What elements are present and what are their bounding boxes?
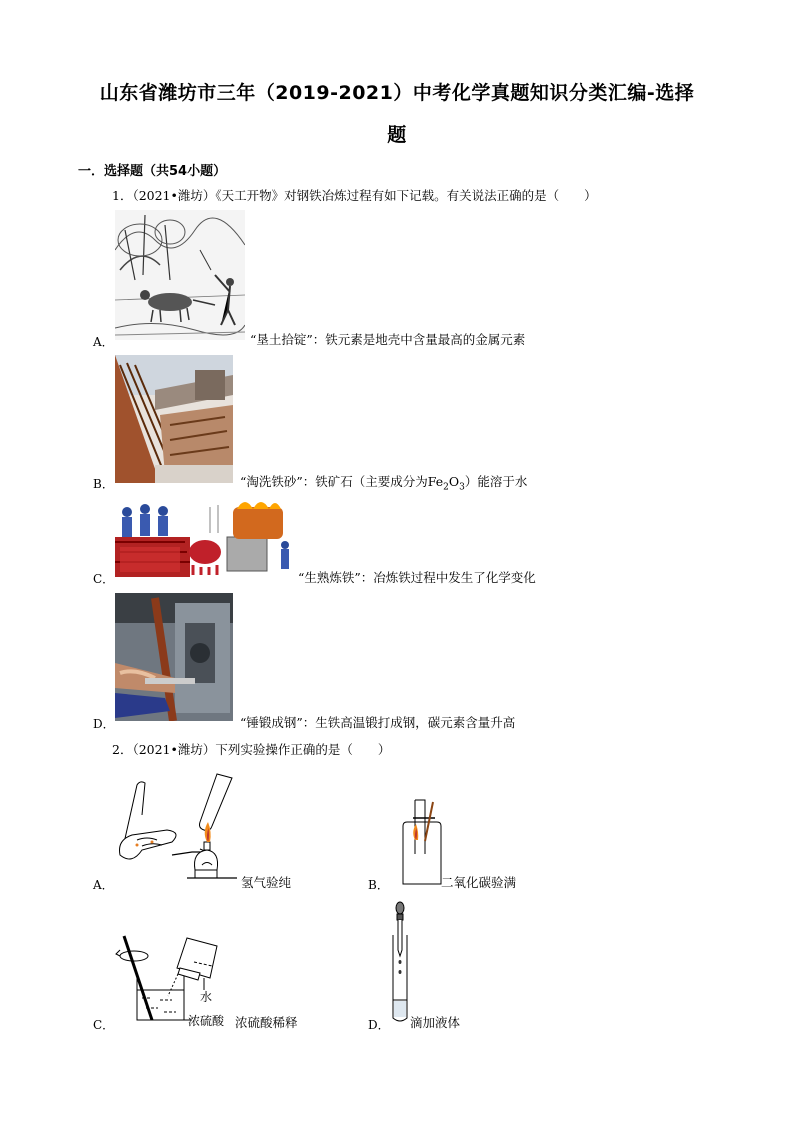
- page-title-line2: 题: [387, 124, 407, 146]
- q1-option-a-image: [115, 210, 245, 340]
- q1-option-a-text: “垦土拾锭”：铁元素是地壳中含量最高的金属元素: [250, 332, 526, 347]
- q1-option-a-label: A．: [93, 335, 114, 349]
- q2-option-c-label: C．: [93, 1018, 115, 1032]
- q1-option-d-image: [115, 593, 233, 721]
- q2-option-c-acid-label: 浓硫酸: [188, 1014, 225, 1028]
- q2-option-a-text: 氢气验纯: [241, 875, 292, 890]
- q2-option-d-text: 滴加液体: [410, 1015, 461, 1030]
- question-1-stem: 1．（2021•潍坊）《天工开物》对钢铁冶炼过程有如下记载。有关说法正确的是（ ）: [112, 188, 597, 203]
- q1-option-b-text: “淘洗铁砂”：铁矿石（主要成分为$Fe_2O_3$）能溶于水: [240, 474, 528, 493]
- section-heading: 一．选择题（共54小题）: [78, 164, 227, 179]
- q2-option-a-label: A．: [93, 878, 114, 892]
- q1-option-c-label: C．: [93, 572, 115, 586]
- q2-option-c-water-label: 水: [200, 990, 213, 1004]
- q1-option-b-label: B．: [93, 477, 114, 491]
- q2-option-d-label: D．: [368, 1018, 390, 1032]
- q1-option-c-image: [115, 497, 293, 577]
- q2-option-c-text: 浓硫酸稀释: [235, 1015, 298, 1030]
- q2-option-b-image: [395, 796, 445, 886]
- q1-option-d-label: D．: [93, 717, 115, 731]
- q1-option-c-text: “生熟炼铁”：冶炼铁过程中发生了化学变化: [298, 570, 536, 585]
- question-2-stem: 2．（2021•潍坊）下列实验操作正确的是（ ）: [112, 742, 391, 757]
- q1-option-d-text: “锤锻成钢”：生铁高温锻打成钢，碳元素含量升高: [240, 715, 516, 730]
- q2-option-b-label: B．: [368, 878, 389, 892]
- page-title-line1: 山东省潍坊市三年（2019-2021）中考化学真题知识分类汇编-选择: [99, 82, 695, 104]
- q2-option-b-text: 二氧化碳验满: [441, 875, 517, 890]
- q2-option-d-image: [385, 900, 415, 1025]
- q1-option-b-image: [115, 355, 233, 483]
- q2-option-a-image: [112, 770, 242, 888]
